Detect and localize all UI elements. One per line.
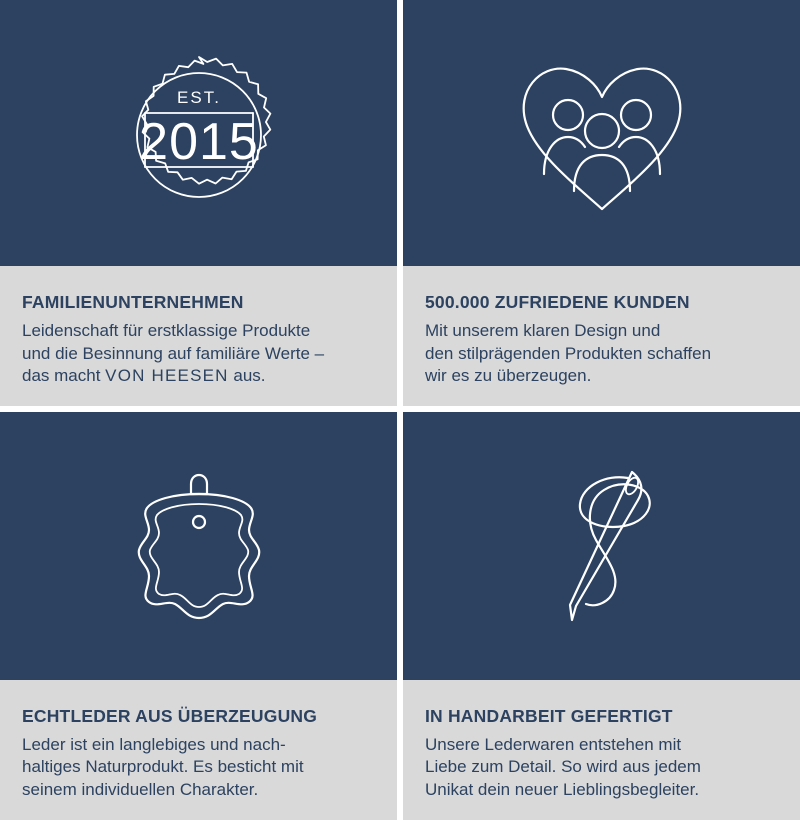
- leather-hide-tag-icon: [99, 456, 299, 636]
- text-area-satisfied-customers: [403, 266, 800, 406]
- body-line: haltiges Naturprodukt. Es besticht mit: [22, 757, 304, 777]
- icon-area-handcrafted: [403, 412, 800, 680]
- body-line: Liebe zum Detail. So wird aus jedem: [425, 757, 701, 777]
- icon-area-family-business: [0, 0, 397, 266]
- body-line: Unsere Lederwaren entstehen mit: [425, 734, 682, 754]
- body-line: Leidenschaft für erstklassige Produkte: [22, 321, 311, 340]
- body-line: Mit unserem klaren Design und: [425, 321, 661, 340]
- heart-with-people-icon: [502, 43, 702, 223]
- brand-name: VON HEESEN: [105, 366, 229, 386]
- body-family-business: [22, 320, 375, 388]
- panel-satisfied-customers: [400, 0, 800, 409]
- body-line: wir es zu überzeugen.: [425, 366, 592, 386]
- headline-genuine-leather: ECHTLEDER AUS ÜBERZEUGUNG: [22, 705, 318, 726]
- badge-year: 2015: [138, 113, 259, 171]
- text-area-genuine-leather: [0, 680, 397, 820]
- body-line-with-brand: das macht VON HEESEN aus.: [22, 366, 266, 386]
- body-line: den stilprägenden Produkten schaffen: [425, 343, 712, 363]
- panel-family-business: [0, 0, 400, 409]
- body-genuine-leather: [22, 734, 375, 802]
- text-area-family-business: [0, 266, 397, 406]
- est-badge-2015-icon: [99, 43, 299, 223]
- body-handcrafted: [425, 734, 778, 802]
- body-line: und die Besinnung auf familiäre Werte –: [22, 343, 325, 363]
- headline-family-business: FAMILIENUNTERNEHMEN: [22, 292, 244, 312]
- text-area-handcrafted: [403, 680, 800, 820]
- badge-est-label: EST.: [176, 88, 221, 107]
- body-satisfied-customers: [425, 320, 778, 388]
- headline-satisfied-customers: 500.000 ZUFRIEDENE KUNDEN: [425, 292, 690, 312]
- panel-genuine-leather: [0, 409, 400, 820]
- panel-handcrafted: [400, 409, 800, 820]
- icon-area-genuine-leather: [0, 412, 397, 680]
- headline-handcrafted: IN HANDARBEIT GEFERTIGT: [425, 705, 673, 726]
- body-line: Unikat dein neuer Lieblingsbegleiter.: [425, 780, 700, 800]
- body-line: seinem individuellen Charakter.: [22, 780, 259, 800]
- body-line: Leder ist ein langlebiges und nach-: [22, 734, 286, 754]
- needle-and-thread-icon: [502, 456, 702, 636]
- icon-area-satisfied-customers: [403, 0, 800, 266]
